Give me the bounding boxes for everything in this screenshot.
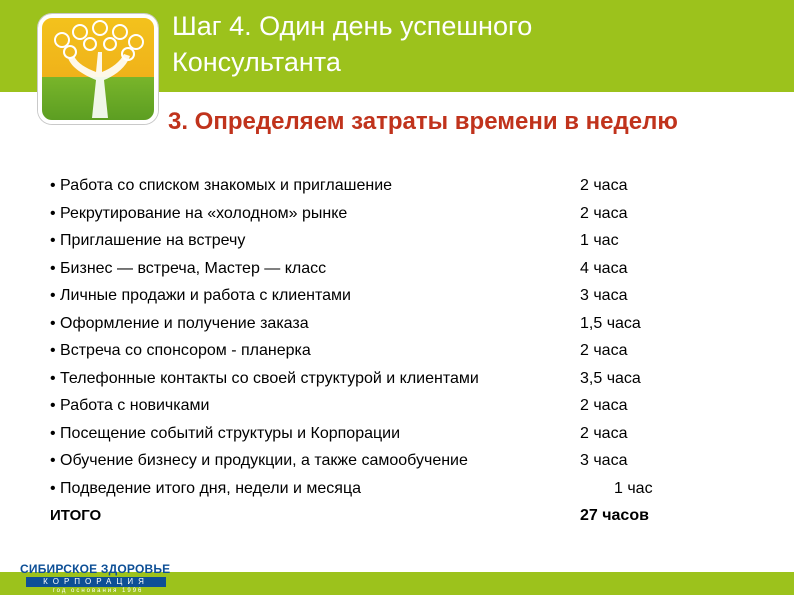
- table-row: [44, 420, 744, 448]
- row-item: • Личные продажи и работа с клиентами: [50, 287, 351, 304]
- table-row: [44, 227, 744, 255]
- brand-logo: [20, 562, 172, 595]
- table-row: [44, 282, 744, 310]
- total-label: ИТОГО: [50, 507, 102, 524]
- row-item: • Обучение бизнесу и продукции, а также самообучение: [50, 452, 468, 469]
- row-value: 4 часа: [580, 259, 628, 277]
- row-item: • Встреча со спонсором - планерка: [50, 342, 311, 359]
- row-item: • Оформление и получение заказа: [50, 314, 309, 332]
- table-row: [44, 172, 744, 200]
- row-value: 2 часа: [580, 424, 628, 442]
- row-value: 1 час: [580, 232, 619, 249]
- total-value: 27 часов: [580, 507, 649, 524]
- row-item: • Рекрутирование на «холодном» рынке: [50, 204, 348, 222]
- row-value: 3,5 часа: [580, 369, 641, 387]
- table-row: [44, 310, 744, 338]
- tree-logo-icon: [38, 14, 158, 124]
- row-value: 3 часа: [580, 287, 628, 304]
- table-row: [44, 447, 744, 475]
- brand-name: СИБИРСКОЕ ЗДОРОВЬЕ: [20, 562, 171, 576]
- table-row: [44, 200, 744, 228]
- brand-corporation: КОРПОРАЦИЯ: [26, 577, 166, 587]
- row-item: • Подведение итого дня, недели и месяца: [50, 479, 361, 497]
- row-item: • Бизнес — встреча, Мастер — класс: [50, 259, 327, 277]
- row-item: • Приглашение на встречу: [50, 232, 246, 249]
- row-value: 2 часа: [580, 342, 628, 359]
- row-item: • Посещение событий структуры и Корпорации: [50, 424, 401, 442]
- slide-title-line-2: Консультанта: [172, 47, 341, 77]
- table-row: [44, 475, 744, 503]
- brand-founded-year: год основания 1996: [52, 588, 144, 594]
- row-value: 2 часа: [580, 204, 628, 222]
- table-row: [44, 255, 744, 283]
- row-value: 3 часа: [580, 452, 628, 469]
- row-value: 1,5 часа: [580, 314, 641, 332]
- slide-title-line-1: Шаг 4. Один день успешного: [172, 11, 533, 41]
- row-value: 2 часа: [580, 397, 628, 414]
- time-table: [44, 172, 744, 530]
- table-row: [44, 365, 744, 393]
- table-row: [44, 337, 744, 365]
- row-item: • Работа с новичками: [50, 397, 210, 414]
- row-value: 2 часа: [580, 177, 628, 194]
- row-item: • Телефонные контакты со своей структурой и клиентами: [50, 369, 479, 387]
- slide-title: [172, 8, 772, 80]
- slide-subtitle: 3. Определяем затраты времени в неделю: [168, 108, 678, 135]
- total-row: [44, 502, 744, 530]
- table-row: [44, 392, 744, 420]
- row-item: • Работа со списком знакомых и приглашение: [50, 177, 393, 194]
- row-value: 1 час: [614, 479, 653, 497]
